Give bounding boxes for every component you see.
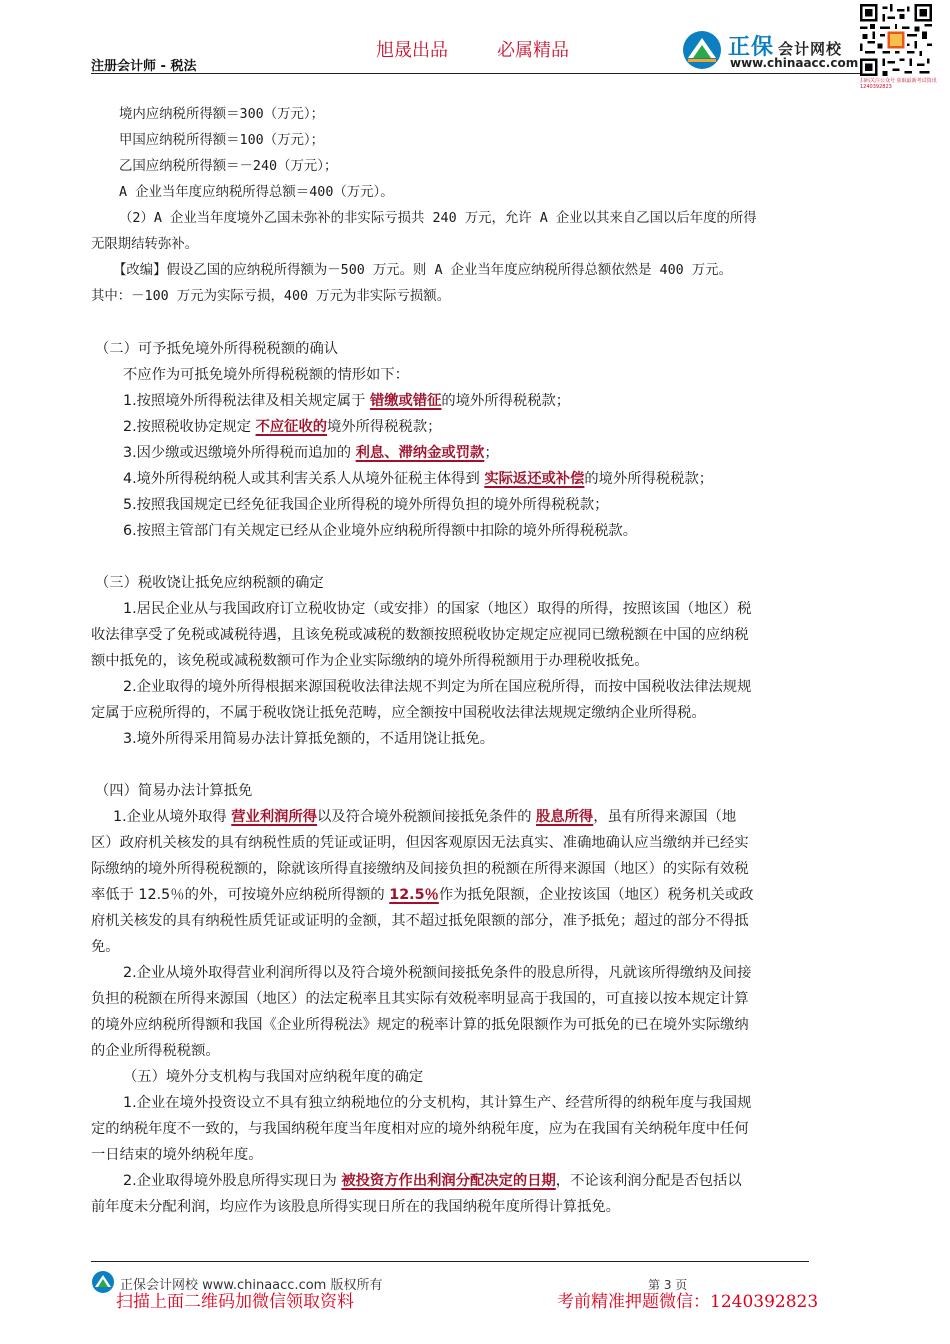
paragraph: 区）政府机关核发的具有纳税性质的凭证或证明，但因客观原因无法真实、准确地确认应当缴纳并已经实	[91, 835, 749, 851]
promo-banner-right: 考前精准押题微信：1240392823	[557, 1292, 819, 1312]
key-term: 12.5％	[389, 887, 439, 903]
list-item: 4.境外所得税纳税人或其利害关系人从境外征税主体得到 实际返还或补偿的境外所得税税款；	[123, 471, 714, 487]
paragraph: 【改编】假设乙国的应纳税所得额为－500 万元。则 A 企业当年度应纳税所得总额依然是 400 万元。	[113, 263, 732, 278]
paragraph: 1.居民企业从与我国政府订立税收协定（或安排）的国家（地区）取得的所得，按照该国（地区）税	[123, 601, 752, 617]
list-item: 3.因少缴或迟缴境外所得税而追加的 利息、滞纳金或罚款；	[123, 445, 499, 461]
breadcrumb: 注册会计师 - 税法	[91, 59, 197, 74]
paragraph: 府机关核发的具有纳税性质凭证或证明的金额，其不超过抵免限额的部分，准予抵免；超过的部分不得抵	[91, 913, 749, 929]
qr-caption: 扫码关注公众号 获取最新考试资讯 1240392823	[860, 78, 937, 90]
header-slogan-right: 必属精品	[497, 40, 569, 61]
chinaacc-logo[interactable]	[680, 26, 865, 74]
section-heading: （二）可予抵免境外所得税税额的确认	[95, 341, 339, 357]
paragraph: 际缴纳的境外所得税税额的，除就该所得直接缴纳及间接负担的税额在所得来源国（地区）的实际有效税	[91, 861, 749, 877]
promo-banner-left: 扫描上面二维码加微信领取资料	[116, 1292, 354, 1312]
paragraph: 其中：－100 万元为实际亏损，400 万元为非实际亏损额。	[91, 289, 451, 304]
footer-copyright: 正保会计网校 www.chinaacc.com 版权所有	[120, 1278, 383, 1293]
footer-divider	[91, 1261, 809, 1262]
paragraph: 境内应纳税所得额＝300（万元）；	[119, 107, 324, 122]
section-heading: （四）简易办法计算抵免	[95, 783, 253, 799]
paragraph: 收法律享受了免税或减税待遇，且该免税或减税的数额按照税收协定规定应视同已缴税额在中国的应纳税	[91, 627, 749, 643]
key-term: 不应征收的	[255, 419, 328, 435]
paragraph: 1.企业在境外投资设立不具有独立纳税地位的分支机构，其计算生产、经营所得的纳税年度与我国规	[123, 1095, 752, 1111]
key-term: 被投资方作出利润分配决定的日期	[341, 1173, 556, 1189]
footer-logo-icon	[91, 1270, 115, 1294]
section-heading: （三）税收饶让抵免应纳税额的确定	[95, 575, 324, 591]
key-term: 实际返还或补偿	[484, 471, 585, 487]
paragraph: 无限期结转弥补。	[91, 237, 199, 252]
paragraph: （2）A 企业当年度境外乙国未弥补的非实际亏损共 240 万元，允许 A 企业以其来自乙国以后年度的所得	[119, 211, 757, 226]
list-item: 5.按照我国规定已经免征我国企业所得税的境外所得负担的境外所得税税款；	[123, 497, 609, 513]
key-term: 营业利润所得	[231, 809, 318, 825]
paragraph: 乙国应纳税所得额＝－240（万元）；	[119, 159, 338, 174]
key-term: 错缴或错征	[369, 393, 442, 409]
paragraph: 定的纳税年度不一致的，与我国纳税年度当年度相对应的境外纳税年度，应为在我国有关纳税年度中任何	[91, 1121, 749, 1137]
paragraph: 一日结束的境外纳税年度。	[91, 1147, 263, 1163]
paragraph: 定属于应税所得的，不属于税收饶让抵免范畴，应全额按中国税收法律法规规定缴纳企业所得税。	[91, 705, 706, 721]
logo-name: 正保 会计网校	[728, 35, 843, 60]
key-term: 利息、滞纳金或罚款	[355, 445, 485, 461]
section-heading: （五）境外分支机构与我国对应纳税年度的确定	[123, 1069, 424, 1085]
paragraph: 负担的税额在所得来源国（地区）的法定税率且其实际有效税率明显高于我国的，可直接以按本规定计算	[91, 991, 749, 1007]
paragraph: 1.企业从境外取得 营业利润所得以及符合境外税额间接抵免条件的 股息所得，虽有所得来源国（地	[113, 809, 737, 825]
paragraph: 3.境外所得采用简易办法计算抵免额的，不适用饶让抵免。	[123, 731, 495, 747]
paragraph: 2.企业取得境外股息所得实现日为 被投资方作出利润分配决定的日期，不论该利润分配是否包括以	[123, 1173, 742, 1189]
logo-url: www.chinaacc.com	[730, 56, 859, 70]
paragraph: 2.企业取得的境外所得根据来源国税收法律法规不判定为所在国应税所得，而按中国税收法律法规规	[123, 679, 752, 695]
paragraph: 的企业所得税税额。	[91, 1043, 220, 1059]
paragraph: 免。	[91, 939, 120, 955]
paragraph: 2.企业从境外取得营业利润所得以及符合境外税额间接抵免条件的股息所得，凡就该所得缴纳及间接	[123, 965, 752, 981]
page-number: 第 3 页	[648, 1278, 688, 1292]
paragraph: 不应作为可抵免境外所得税税额的情形如下：	[123, 367, 409, 383]
qr-code-icon	[860, 4, 932, 76]
document-body	[91, 102, 861, 1220]
paragraph: 的境外应纳税所得额和我国《企业所得税法》规定的税率计算的抵免限额作为可抵免的已在境外实际缴纳	[91, 1017, 749, 1033]
paragraph: 率低于 12.5％的外，可按境外应纳税所得额的 12.5％作为抵免限额，企业按该国（地区）税务机关或政	[91, 887, 754, 903]
header-slogan-left: 旭晟出品	[376, 40, 448, 61]
list-item: 2.按照税收协定规定 不应征收的境外所得税税款；	[123, 419, 442, 435]
key-term: 股息所得	[536, 809, 594, 825]
paragraph: 甲国应纳税所得额＝100（万元）；	[119, 133, 324, 148]
logo-emblem-icon	[680, 30, 724, 70]
paragraph: 额中抵免的，该免税或减税数额可作为企业实际缴纳的境外所得税额用于办理税收抵免。	[91, 653, 649, 669]
paragraph: 前年度未分配利润，均应作为该股息所得实现日所在的我国纳税年度所得计算抵免。	[91, 1199, 620, 1215]
paragraph: A 企业当年度应纳税所得总额＝400（万元）。	[119, 185, 394, 200]
list-item: 1.按照境外所得税法律及相关规定属于 错缴或错征的境外所得税税款；	[123, 393, 571, 409]
list-item: 6.按照主管部门有关规定已经从企业境外应纳税所得额中扣除的境外所得税税款。	[123, 523, 638, 539]
